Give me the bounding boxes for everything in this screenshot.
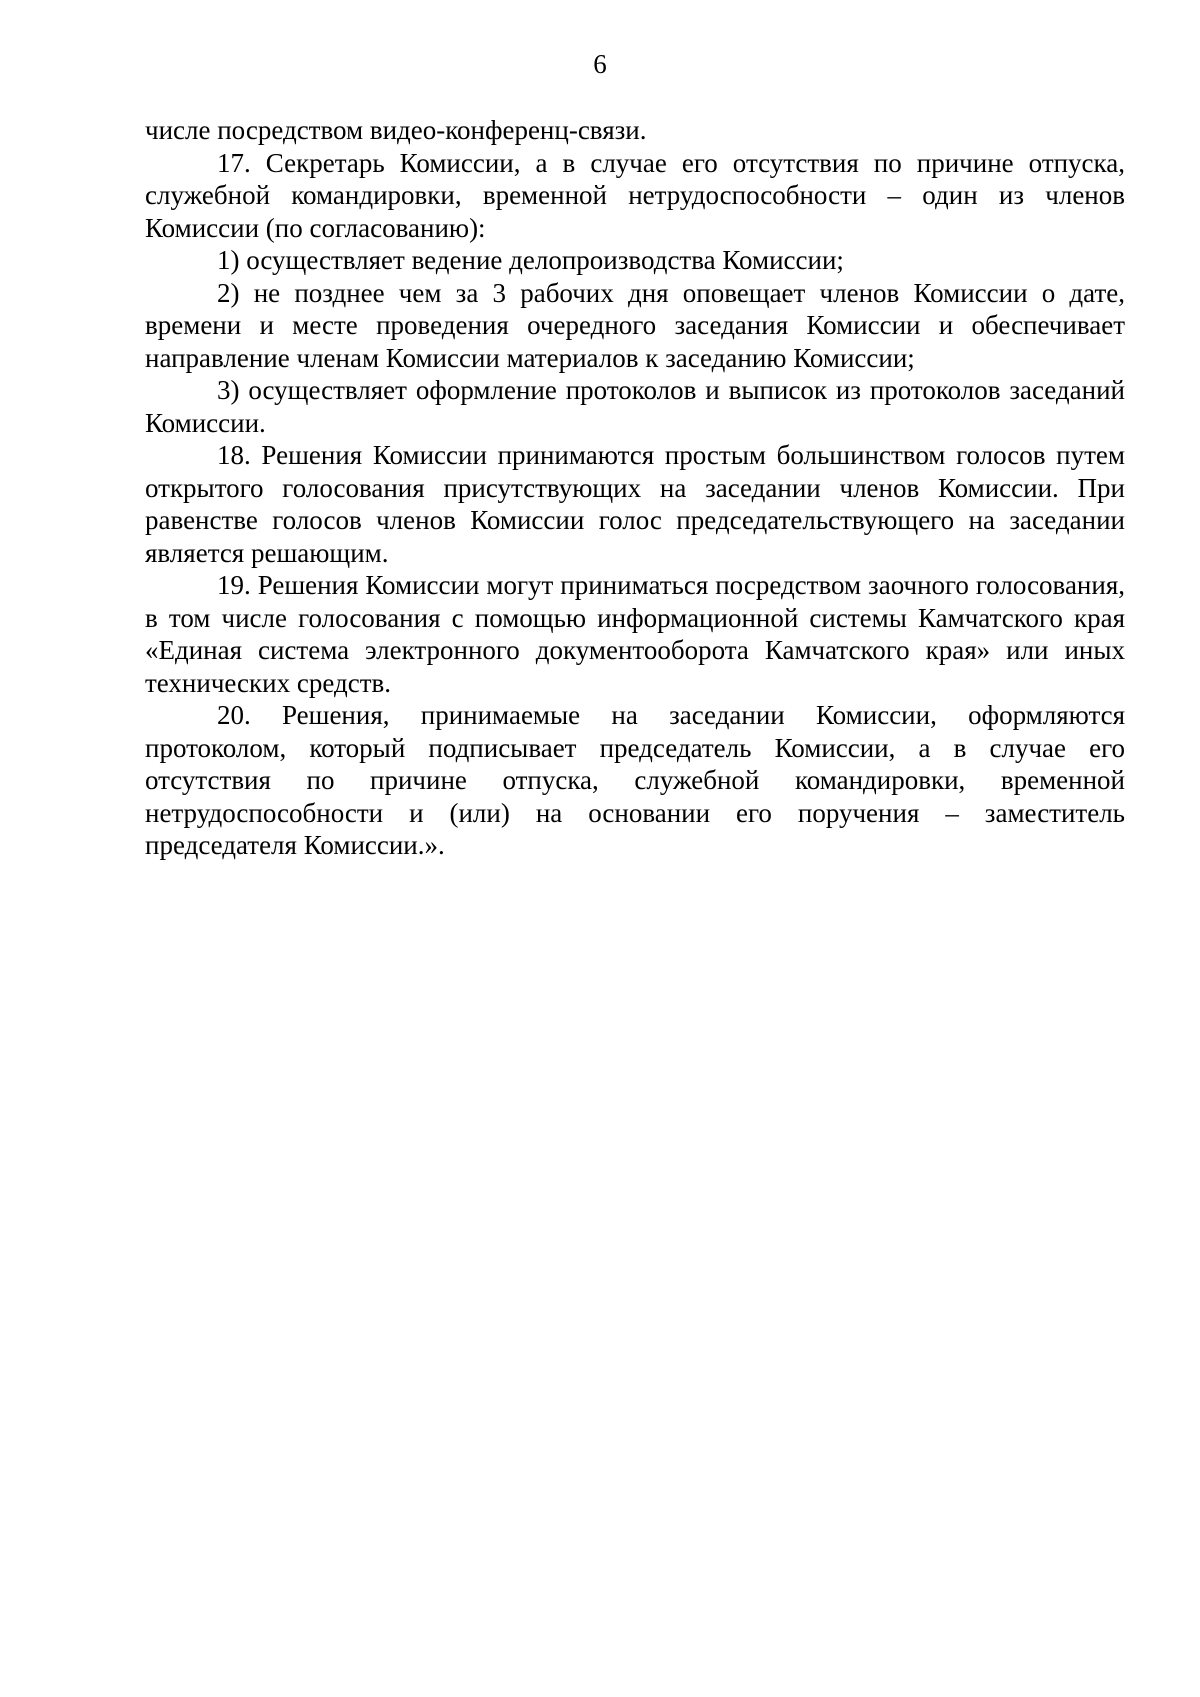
paragraph-item-20: 20. Решения, принимаемые на заседании Комиссии, оформляются протоколом, который подписывает председатель Комиссии, а в случае его отсутствия по причине отпуска, служебной командировки, временной нетрудоспособности и (или) на основании его поручения – заместитель председателя Комиссии.». bbox=[145, 700, 1125, 860]
paragraph-item-19: 19. Решения Комиссии могут приниматься посредством заочного голосования, в том числе голосования с помощью информационной системы Камчатского края «Единая система электронного документооборота Камчатского края» или иных технических средств. bbox=[145, 570, 1125, 698]
page-number: 6 bbox=[593, 49, 607, 79]
document-body bbox=[145, 114, 1125, 862]
paragraph-subitem-1: 1) осуществляет ведение делопроизводства Комиссии; bbox=[217, 245, 844, 275]
paragraph-subitem-2: 2) не позднее чем за 3 рабочих дня оповещает членов Комиссии о дате, времени и месте проведения очередного заседания Комиссии и обеспечивает направление членам Комиссии материалов к заседанию Комиссии; bbox=[145, 277, 1125, 373]
paragraph-continuation: числе посредством видео-конференц-связи. bbox=[145, 115, 647, 145]
paragraph-item-17: 17. Секретарь Комиссии, а в случае его отсутствия по причине отпуска, служебной командировки, временной нетрудоспособности – один из членов Комиссии (по согласованию): bbox=[145, 147, 1125, 243]
paragraph-item-18: 18. Решения Комиссии принимаются простым большинством голосов путем открытого голосования присутствующих на заседании членов Комиссии. При равенстве голосов членов Комиссии голос председательствующего на заседании является решающим. bbox=[145, 440, 1125, 568]
paragraph-subitem-3: 3) осуществляет оформление протоколов и выписок из протоколов заседаний Комиссии. bbox=[145, 375, 1125, 438]
